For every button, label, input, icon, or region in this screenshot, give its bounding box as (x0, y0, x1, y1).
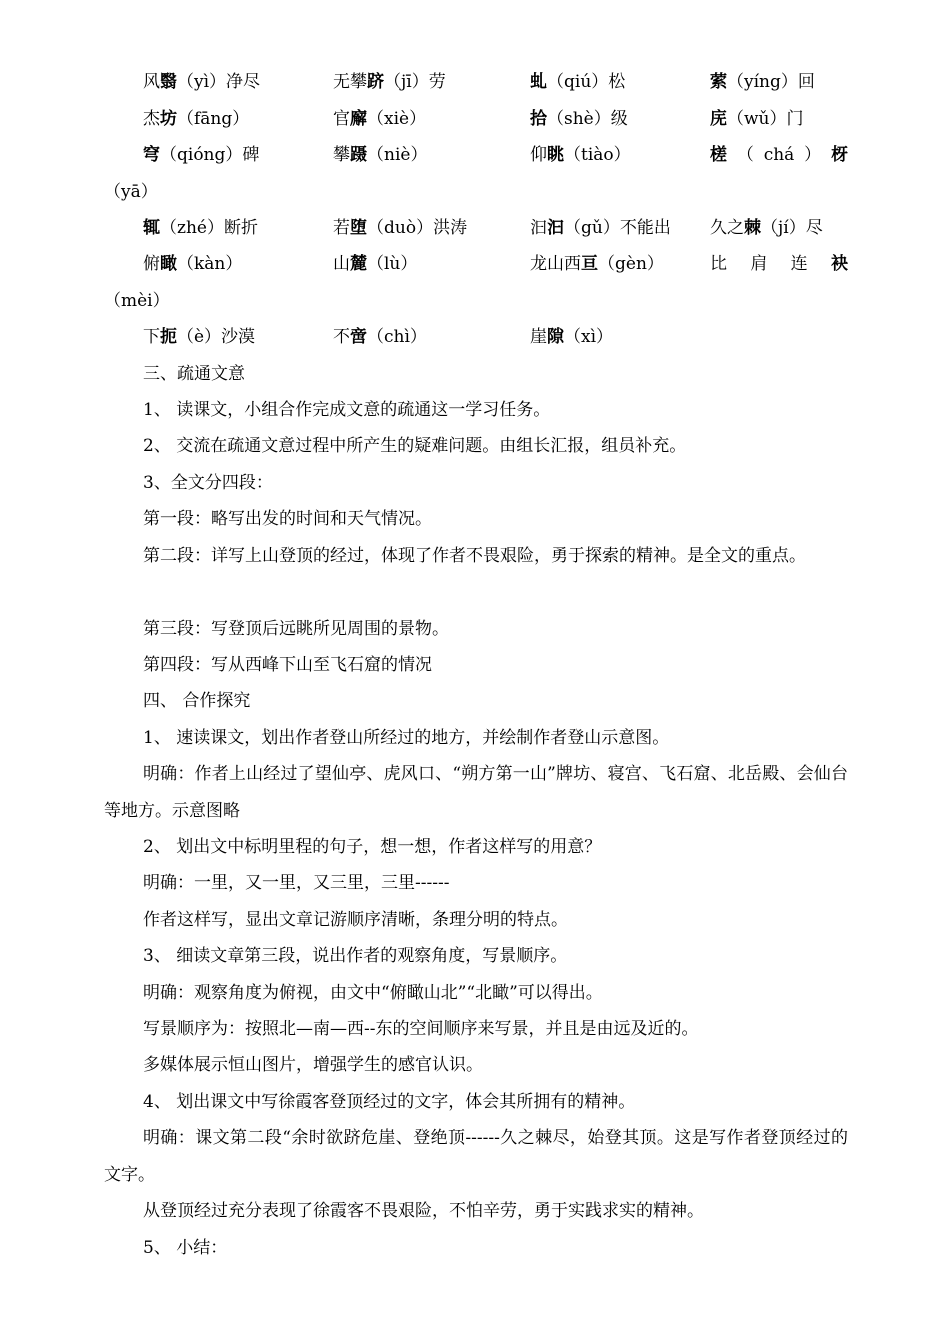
vocab-wrap: （mèi） (104, 291, 170, 311)
vocab-wrap: （yā） (104, 182, 158, 202)
vocab-item: 萦（yíng）回 (710, 72, 815, 92)
vocab-row (143, 137, 848, 173)
paragraph: 第二段：详写上山登顶的经过，体现了作者不畏艰险，勇于探索的精神。是全文的重点。 (143, 546, 806, 566)
vocab-row (143, 101, 848, 137)
vocab-item-justified: 比 肩 连 袂 (710, 254, 848, 274)
vocab-item: 辄（zhé）断折 (143, 218, 258, 238)
paragraph: 5、 小结： (143, 1238, 228, 1258)
paragraph: 明确：一里，又一里，又三里，三里------ (143, 873, 450, 893)
vocab-item: 山麓（lù） (333, 254, 418, 274)
vocab-item-justified: 槎 （ chá ） 枒 (710, 145, 848, 165)
vocab-item: 若堕（duò）洪涛 (333, 218, 468, 238)
paragraph: 第三段：写登顶后远眺所见周围的景物。 (143, 619, 449, 639)
vocab-item: 官廨（xiè） (333, 109, 427, 129)
vocab-item: 下扼（è）沙漠 (143, 327, 256, 347)
paragraph: 从登顶经过充分表现了徐霞客不畏艰险，不怕辛劳，勇于实践求实的精神。 (143, 1201, 704, 1221)
paragraph: 2、 划出文中标明里程的句子，想一想，作者这样写的用意？ (143, 837, 602, 857)
vocab-item: 龙山西亘（gèn） (530, 254, 664, 274)
vocab-row (143, 319, 848, 355)
paragraph: 1、 速读课文，划出作者登山所经过的地方，并绘制作者登山示意图。 (143, 728, 670, 748)
vocab-item: 穹（qióng）碑 (143, 145, 260, 165)
vocab-item: 仰眺（tiào） (530, 145, 631, 165)
vocab-row (143, 246, 848, 282)
vocab-item: 风翳（yì）净尽 (143, 72, 261, 92)
vocab-item: 俯瞰（kàn） (143, 254, 243, 274)
paragraph: 写景顺序为：按照北—南—西--东的空间顺序来写景，并且是由远及近的。 (143, 1019, 699, 1039)
vocab-item: 久之棘（jí）尽 (710, 218, 823, 238)
paragraph: 第一段：略写出发的时间和天气情况。 (143, 509, 432, 529)
paragraph: 第四段：写从西峰下山至飞石窟的情况 (143, 655, 432, 675)
paragraph: 明确：课文第二段“余时欲跻危崖、登绝顶------久之棘尽，始登其顶。这是写作者登顶经过的文字。 (104, 1128, 848, 1185)
paragraph: 3、 细读文章第三段，说出作者的观察角度，写景顺序。 (143, 946, 568, 966)
vocab-item: 崖隙（xì） (530, 327, 614, 347)
paragraph: 2、 交流在疏通文意过程中所产生的疑难问题。由组长汇报，组员补充。 (143, 436, 687, 456)
vocab-row (143, 210, 848, 246)
vocab-item: 拾（shè）级 (530, 109, 628, 129)
section-heading-3: 三、疏通文意 (143, 364, 245, 384)
vocab-item: 不啻（chì） (333, 327, 427, 347)
paragraph: 3、全文分四段： (143, 473, 273, 493)
vocab-item: 汩汩（gǔ）不能出 (530, 218, 671, 238)
paragraph: 作者这样写，显出文章记游顺序清晰，条理分明的特点。 (143, 910, 568, 930)
vocab-item: 杰坊（fāng） (143, 109, 250, 129)
vocab-row (143, 64, 848, 100)
vocab-item: 无攀跻（jī）劳 (333, 72, 446, 92)
vocab-item: 庑（wǔ）门 (710, 109, 804, 129)
vocab-item: 攀蹑（niè） (333, 145, 428, 165)
section-heading-4: 四、 合作探究 (143, 691, 251, 711)
paragraph: 多媒体展示恒山图片，增强学生的感官认识。 (143, 1055, 483, 1075)
paragraph: 4、 划出课文中写徐霞客登顶经过的文字，体会其所拥有的精神。 (143, 1092, 636, 1112)
paragraph: 明确：观察角度为俯视，由文中“俯瞰山北”“北瞰”可以得出。 (143, 983, 603, 1003)
vocab-item: 虬（qiú）松 (530, 72, 626, 92)
paragraph: 明确：作者上山经过了望仙亭、虎风口、“朔方第一山”牌坊、寝宫、飞石窟、北岳殿、会仙台等地方。示意图略 (104, 764, 848, 821)
paragraph: 1、 读课文，小组合作完成文意的疏通这一学习任务。 (143, 400, 551, 420)
